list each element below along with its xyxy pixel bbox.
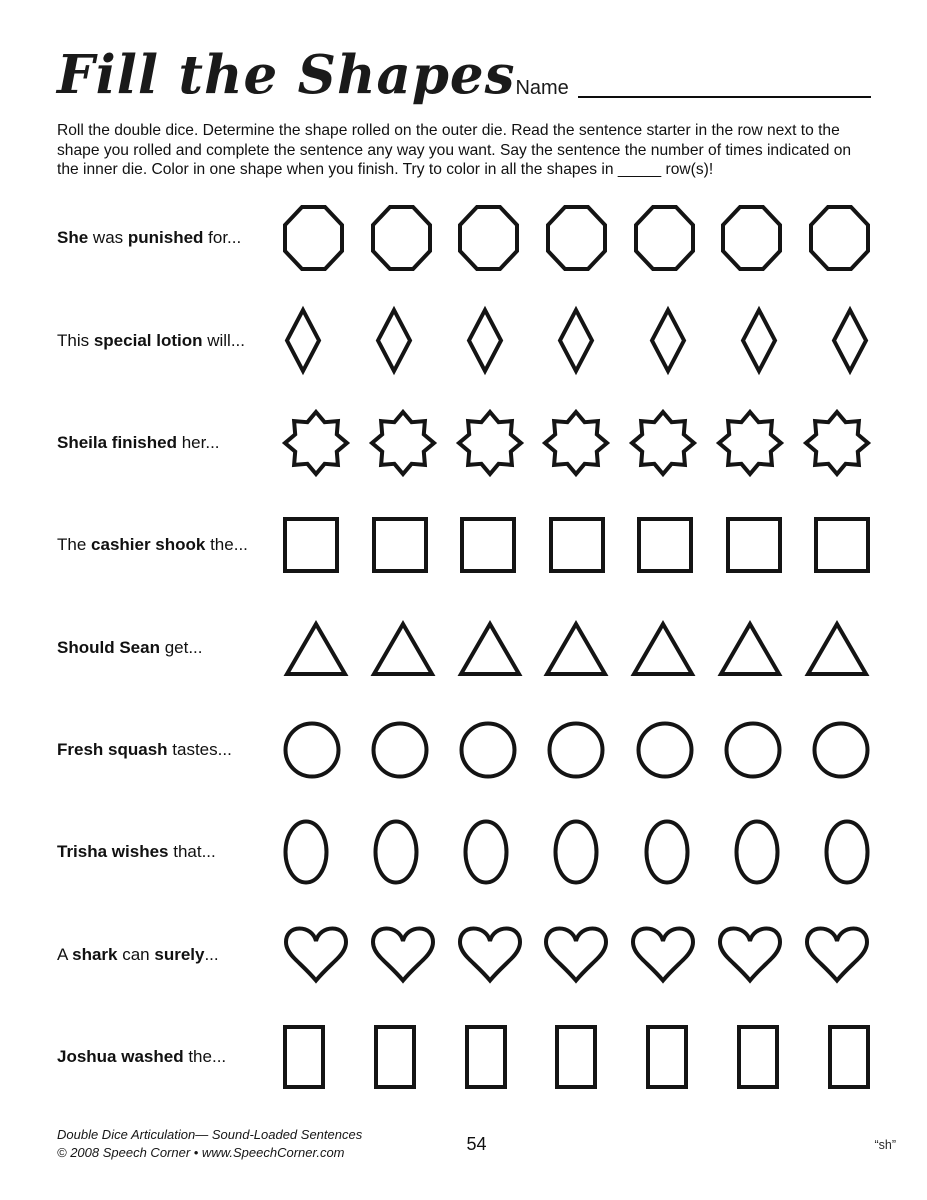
sentence-text: her... xyxy=(176,433,220,453)
target-word: Should Sean xyxy=(57,637,160,657)
sentence-starter xyxy=(57,638,283,658)
sentence-starter xyxy=(57,433,283,453)
square-icon xyxy=(460,517,516,573)
circle-icon xyxy=(459,721,517,779)
target-word: Fresh squash xyxy=(57,739,168,759)
square-icon xyxy=(283,517,339,573)
shape-strip xyxy=(283,619,870,677)
square-icon xyxy=(726,517,782,573)
shape-row xyxy=(57,187,870,289)
rectangle-icon xyxy=(465,1025,507,1089)
sentence-text: for... xyxy=(203,228,242,248)
diamond-icon xyxy=(739,306,779,375)
square-icon xyxy=(814,517,870,573)
target-word: cashier shook xyxy=(91,535,206,555)
target-word: Trisha wishes xyxy=(57,842,169,862)
oval-icon xyxy=(463,819,509,885)
shape-row xyxy=(57,392,870,494)
target-word: shark xyxy=(72,944,118,964)
heart-icon xyxy=(283,925,349,985)
triangle-icon xyxy=(543,619,609,677)
rectangle-icon xyxy=(646,1025,688,1089)
sentence-text: the... xyxy=(183,1046,227,1066)
shape-strip xyxy=(283,1025,870,1089)
diamond-icon xyxy=(556,306,596,375)
shape-strip xyxy=(283,306,870,375)
eight-point-star-icon xyxy=(370,410,436,476)
shape-strip xyxy=(283,819,870,885)
triangle-icon xyxy=(457,619,523,677)
target-word: punished xyxy=(127,228,204,248)
instructions-text: Roll the double dice. Determine the shape rolled on the outer die. Read the sentence starter in the row next to the shape you rolled and complete the sentence any way you want. Say the sentence the number of times indicated on the inner die. Color in one shape when you finish. Try to color in all the shapes in _____ row(s)! xyxy=(57,122,852,178)
eight-point-star-icon xyxy=(283,410,349,476)
sentence-starter xyxy=(57,740,283,760)
sentence-text: The xyxy=(57,535,92,555)
eight-point-star-icon xyxy=(717,410,783,476)
circle-icon xyxy=(371,721,429,779)
sentence-text: A xyxy=(57,944,73,964)
rectangle-icon xyxy=(283,1025,325,1089)
heart-icon xyxy=(630,925,696,985)
header xyxy=(57,46,870,104)
sentence-text: ... xyxy=(204,944,219,964)
sentence-starter xyxy=(57,945,283,965)
sentence-starter xyxy=(57,842,283,862)
octagon-icon xyxy=(634,205,695,271)
shape-row xyxy=(57,699,870,801)
triangle-icon xyxy=(370,619,436,677)
circle-icon xyxy=(547,721,605,779)
rectangle-icon xyxy=(374,1025,416,1089)
oval-icon xyxy=(824,819,870,885)
shape-row xyxy=(57,290,870,392)
circle-icon xyxy=(812,721,870,779)
footer xyxy=(57,1126,896,1162)
footer-copyright: © 2008 Speech Corner • www.SpeechCorner.com xyxy=(57,1145,345,1161)
eight-point-star-icon xyxy=(630,410,696,476)
eight-point-star-icon xyxy=(457,410,523,476)
sentence-text: will... xyxy=(202,330,245,350)
rectangle-icon xyxy=(737,1025,779,1089)
shape-row xyxy=(57,903,870,1005)
target-word: Sheila finished xyxy=(57,433,177,453)
target-word: special lotion xyxy=(93,330,203,350)
square-icon xyxy=(549,517,605,573)
diamond-icon xyxy=(283,306,323,375)
diamond-icon xyxy=(465,306,505,375)
triangle-icon xyxy=(717,619,783,677)
triangle-icon xyxy=(283,619,349,677)
eight-point-star-icon xyxy=(804,410,870,476)
sentence-text: the... xyxy=(205,535,248,555)
diamond-icon xyxy=(830,306,870,375)
octagon-icon xyxy=(721,205,782,271)
shape-strip xyxy=(283,410,870,476)
page-title: Fill the Shapes xyxy=(57,44,516,106)
sentence-text: This xyxy=(57,330,94,350)
diamond-icon xyxy=(374,306,414,375)
octagon-icon xyxy=(371,205,432,271)
heart-icon xyxy=(457,925,523,985)
sentence-starter xyxy=(57,535,283,555)
triangle-icon xyxy=(630,619,696,677)
octagon-icon xyxy=(458,205,519,271)
triangle-icon xyxy=(804,619,870,677)
sentence-starter xyxy=(57,228,283,248)
heart-icon xyxy=(804,925,870,985)
target-word: Joshua washed xyxy=(57,1046,184,1066)
sentence-text: was xyxy=(88,228,128,248)
rectangle-icon xyxy=(828,1025,870,1089)
oval-icon xyxy=(734,819,780,885)
circle-icon xyxy=(636,721,694,779)
sentence-starter xyxy=(57,331,283,351)
oval-icon xyxy=(373,819,419,885)
heart-icon xyxy=(717,925,783,985)
shape-row xyxy=(57,1006,870,1108)
shape-strip xyxy=(283,721,870,779)
rectangle-icon xyxy=(555,1025,597,1089)
target-sound-label: “sh” xyxy=(874,1138,896,1152)
shape-row xyxy=(57,801,870,903)
circle-icon xyxy=(724,721,782,779)
oval-icon xyxy=(283,819,329,885)
heart-icon xyxy=(370,925,436,985)
octagon-icon xyxy=(283,205,344,271)
diamond-icon xyxy=(648,306,688,375)
shape-strip xyxy=(283,925,870,985)
shape-strip xyxy=(283,205,870,271)
target-word: She xyxy=(57,228,89,248)
footer-series-title: Double Dice Articulation— Sound-Loaded Sentences xyxy=(57,1127,363,1142)
name-block xyxy=(515,78,870,104)
octagon-icon xyxy=(809,205,870,271)
shape-row xyxy=(57,494,870,596)
circle-icon xyxy=(283,721,341,779)
sentence-starter xyxy=(57,1047,283,1067)
sentence-text: get... xyxy=(159,637,203,657)
square-icon xyxy=(372,517,428,573)
heart-icon xyxy=(543,925,609,985)
oval-icon xyxy=(553,819,599,885)
name-label: Name xyxy=(515,77,569,100)
page-number: 54 xyxy=(466,1134,487,1154)
target-word: surely xyxy=(154,944,205,964)
sentence-text: tastes... xyxy=(167,739,232,759)
sentence-text: can xyxy=(117,944,155,964)
oval-icon xyxy=(644,819,690,885)
shape-row xyxy=(57,596,870,698)
eight-point-star-icon xyxy=(543,410,609,476)
sentence-text: that... xyxy=(168,842,216,862)
shape-rows xyxy=(57,187,870,1108)
octagon-icon xyxy=(546,205,607,271)
square-icon xyxy=(637,517,693,573)
shape-strip xyxy=(283,517,870,573)
name-blank-line xyxy=(578,84,871,98)
